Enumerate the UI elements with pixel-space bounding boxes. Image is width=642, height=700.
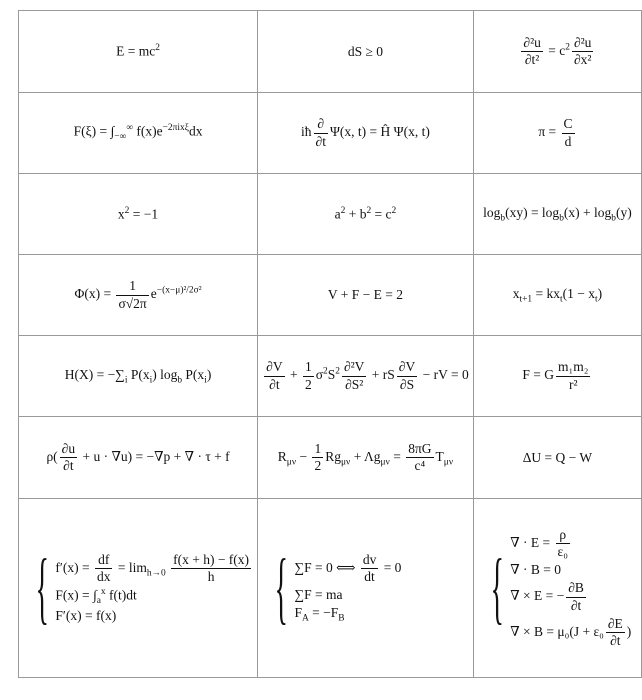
- fraction: [397, 359, 417, 392]
- math-text: Ψ(x, t) = Ĥ Ψ(x, t): [329, 124, 430, 140]
- math-text: f′(x) =: [55, 559, 93, 575]
- equation: [538, 116, 576, 149]
- math-text: = c: [544, 42, 566, 58]
- subscript: a: [96, 596, 101, 607]
- math-text: = kx: [532, 285, 560, 301]
- equation: [46, 441, 229, 474]
- equation-line: [55, 587, 253, 606]
- fraction-denominator: ∂t: [606, 632, 625, 649]
- fraction: [95, 552, 113, 585]
- math-text: −: [296, 448, 311, 464]
- subscript: i: [149, 375, 153, 386]
- superscript: −(x−μ)²/2σ²: [156, 285, 202, 296]
- math-text: + b: [345, 206, 367, 222]
- equation-cell-newton-laws: [258, 499, 474, 678]
- math-text: E = mc: [116, 43, 156, 59]
- fraction-denominator: ∂t: [264, 376, 284, 393]
- math-text: P(x: [127, 366, 150, 382]
- equations-table: [18, 10, 642, 678]
- math-text: a: [334, 206, 341, 222]
- math-text: = c: [371, 206, 392, 222]
- equation-cell-schrodinger: [258, 93, 474, 174]
- equation-cell-thermodynamics-first-law: [473, 417, 641, 499]
- equation-line: [510, 527, 631, 560]
- fraction-numerator: ∂V: [266, 359, 283, 375]
- math-text: F = G: [522, 367, 555, 383]
- math-text: f(x)e: [132, 123, 163, 139]
- superscript: ∞: [126, 123, 133, 134]
- equation-cell-pythagoras: [258, 174, 474, 255]
- equation-line: [510, 616, 631, 649]
- math-text: (1 − x: [562, 285, 595, 301]
- equation-cell-einstein-field: [258, 417, 474, 499]
- math-text: R: [277, 448, 287, 464]
- fraction-numerator: m₁m₂: [558, 359, 589, 375]
- equation: [335, 206, 397, 223]
- math-text: + u · ∇u) = −∇p + ∇ · τ + f: [79, 448, 230, 464]
- superscript: 2: [155, 43, 160, 54]
- math-text: + Λg: [350, 448, 381, 464]
- math-text: = lim: [114, 559, 147, 575]
- superscript: 2: [565, 42, 570, 53]
- fraction-denominator: ∂x²: [573, 52, 592, 67]
- equation: [328, 287, 403, 303]
- math-text: T: [435, 448, 444, 464]
- math-text: ∑F = 0 ⟺: [294, 559, 359, 575]
- subscript: b: [500, 213, 506, 224]
- equation: [116, 43, 160, 60]
- math-text: ρ(: [46, 448, 58, 464]
- math-text: P(x: [182, 366, 205, 382]
- fraction-numerator: 8πG: [408, 440, 432, 456]
- fraction: [116, 278, 148, 311]
- fraction: [406, 441, 433, 474]
- math-text: V + F − E = 2: [327, 287, 403, 302]
- math-text: dS ≥ 0: [347, 43, 384, 59]
- table-row: [19, 11, 642, 93]
- fraction-numerator: ∂²u: [573, 34, 592, 50]
- subscript: μν: [380, 457, 390, 468]
- math-text: x: [117, 206, 125, 222]
- subscript: μν: [341, 457, 351, 468]
- fraction: [521, 35, 542, 68]
- fraction-denominator: h: [171, 568, 251, 585]
- equation-cell-logistic-map: [473, 255, 641, 336]
- equation-cell-fourier-transform: [19, 93, 258, 174]
- fraction-denominator: dx: [96, 568, 111, 584]
- fraction-denominator: 2: [314, 458, 322, 473]
- left-brace: {: [274, 544, 288, 632]
- fraction-denominator: ∂t: [60, 457, 77, 474]
- equation-cell-entropy: [258, 11, 474, 93]
- equation: [519, 35, 595, 68]
- fraction-numerator: ∂²u: [523, 34, 541, 50]
- fraction-denominator: r²: [556, 376, 590, 393]
- table-row: [19, 336, 642, 417]
- equation-line: [294, 605, 401, 624]
- fraction-numerator: ρ: [559, 526, 567, 542]
- subscript: −∞: [114, 132, 127, 143]
- equation: [483, 205, 632, 224]
- math-text: ∇ × E = −: [510, 588, 565, 604]
- math-text: = −F: [308, 605, 339, 621]
- fraction: [606, 616, 625, 649]
- fraction-denominator: ∂S: [397, 376, 417, 393]
- superscript: −2πixξ: [162, 123, 189, 134]
- equation-system: [262, 544, 402, 632]
- equation-cell-calculus-fundamental: [19, 499, 258, 678]
- subscript: i: [124, 375, 128, 386]
- fraction-numerator: ∂²V: [343, 359, 365, 375]
- superscript: 2: [391, 205, 397, 216]
- subscript: t: [594, 294, 598, 305]
- superscript: 2: [335, 366, 340, 377]
- equation-cell-euler-polyhedron: [258, 255, 474, 336]
- left-brace: {: [35, 544, 49, 632]
- subscript: A: [301, 614, 309, 625]
- fraction-denominator: σ√2π: [118, 295, 147, 311]
- equation-cell-mass-energy: [19, 11, 258, 93]
- equation-cell-logarithm: [473, 174, 641, 255]
- math-text: = −1: [129, 206, 159, 222]
- fraction: [312, 441, 323, 474]
- fraction: [264, 359, 284, 392]
- table-row: [19, 93, 642, 174]
- fraction: [342, 359, 366, 392]
- equation-line: [294, 587, 401, 603]
- fraction-denominator: 2: [304, 376, 312, 392]
- equation: [523, 450, 592, 466]
- equation-cell-maxwell-equations: [473, 499, 641, 678]
- fraction-numerator: df: [98, 551, 110, 567]
- math-text: ): [206, 366, 212, 382]
- math-text: − rV = 0: [419, 367, 469, 383]
- equation: [65, 367, 212, 386]
- fraction-numerator: 1: [314, 440, 322, 456]
- equation: [74, 123, 203, 142]
- equation-system: [478, 527, 631, 649]
- math-text: + rS: [368, 367, 395, 383]
- fraction: [314, 116, 328, 149]
- math-text: e: [150, 286, 157, 302]
- equation-line: [294, 552, 401, 585]
- fraction-numerator: 1: [304, 359, 312, 375]
- equation-cell-black-scholes: [258, 336, 474, 417]
- equation-line: [55, 608, 253, 624]
- math-text: ΔU = Q − W: [522, 449, 593, 465]
- equation-cell-pi-definition: [473, 93, 641, 174]
- equation-line: [510, 580, 631, 613]
- fraction-denominator: ∂t: [566, 597, 586, 614]
- equation-cell-wave-equation: [473, 11, 641, 93]
- math-text: (xy) = log: [505, 204, 560, 220]
- subscript: b: [177, 375, 183, 386]
- fraction-numerator: dv: [362, 551, 377, 567]
- math-text: F(x) = ∫: [55, 587, 97, 603]
- math-text: (y): [615, 204, 632, 220]
- equation-system: [23, 544, 253, 632]
- superscript: 2: [323, 366, 328, 377]
- math-text: ∑F = ma: [294, 587, 343, 603]
- equation-cell-shannon-entropy: [19, 336, 258, 417]
- equation: [278, 441, 453, 474]
- equation: [301, 116, 430, 149]
- math-text: F′(x) = f(x): [55, 608, 117, 624]
- fraction: [556, 359, 590, 392]
- math-text: x: [512, 285, 520, 301]
- math-text: ∇ × B = μ₀(J + ε₀: [510, 623, 604, 639]
- fraction-numerator: ∂E: [607, 615, 623, 631]
- math-text: (x) + log: [563, 204, 612, 220]
- equation: [522, 359, 592, 392]
- subscript: B: [338, 614, 345, 625]
- equation: [118, 206, 158, 223]
- fraction: [556, 527, 570, 560]
- subscript: b: [611, 213, 616, 224]
- superscript: 2: [366, 205, 372, 216]
- math-text: =: [389, 448, 405, 464]
- equation-line: [510, 562, 631, 578]
- math-text: S: [327, 367, 336, 383]
- fraction-numerator: 1: [129, 278, 136, 294]
- superscript: x: [100, 587, 106, 598]
- fraction-denominator: d: [562, 133, 575, 150]
- superscript: 2: [124, 205, 130, 216]
- fraction-numerator: ∂B: [568, 580, 584, 596]
- equation-cell-normal-distribution: [19, 255, 258, 336]
- equation: [262, 359, 469, 392]
- math-text: dx: [188, 123, 203, 139]
- math-text: ): [597, 285, 603, 301]
- fraction-denominator: ∂t²: [521, 51, 542, 68]
- math-text: log: [483, 204, 501, 220]
- equation-cell-gravitation: [473, 336, 641, 417]
- subscript: i: [204, 375, 207, 386]
- table-row: [19, 417, 642, 499]
- math-text: π =: [538, 124, 560, 140]
- math-text: ∇ · E =: [510, 534, 554, 550]
- subscript: t+1: [519, 294, 533, 305]
- math-text: = 0: [380, 559, 402, 575]
- equation-cell-navier-stokes: [19, 417, 258, 499]
- equation: [513, 286, 602, 305]
- fraction: [303, 359, 314, 392]
- fraction-numerator: f(x + h) − f(x): [173, 551, 250, 567]
- fraction-denominator: ∂S²: [342, 376, 366, 393]
- math-text: f(t)dt: [105, 587, 137, 603]
- math-text: σ: [315, 367, 323, 383]
- math-text: ): [626, 623, 632, 639]
- fraction: [566, 580, 586, 613]
- math-text: Rg: [325, 448, 341, 464]
- equation: [348, 44, 383, 60]
- subscript: b: [559, 213, 564, 224]
- math-text: [166, 560, 169, 575]
- left-brace: {: [490, 544, 504, 632]
- math-text: ) log: [152, 366, 178, 382]
- fraction-denominator: c⁴: [406, 457, 433, 474]
- math-text: Φ(x) =: [74, 286, 115, 302]
- fraction-denominator: dt: [361, 568, 379, 585]
- math-text: ∇ · B = 0: [510, 562, 562, 578]
- fraction: [60, 441, 77, 474]
- fraction-numerator: C: [563, 116, 573, 132]
- fraction-denominator: ε₀: [557, 544, 568, 560]
- fraction: [562, 116, 575, 149]
- subscript: μν: [443, 457, 454, 468]
- fraction-numerator: ∂u: [61, 440, 76, 456]
- fraction-denominator: ∂t: [315, 133, 326, 149]
- math-text: H(X) = −∑: [64, 366, 125, 382]
- table-row: [19, 174, 642, 255]
- subscript: t: [560, 294, 563, 305]
- equation-cell-imaginary-unit: [19, 174, 258, 255]
- equation: [75, 278, 202, 311]
- math-text: +: [286, 367, 301, 383]
- subscript: h→0: [146, 568, 166, 579]
- fraction-numerator: ∂: [317, 116, 325, 132]
- table-row: [19, 255, 642, 336]
- math-text: F(ξ) = ∫: [73, 123, 115, 139]
- fraction-numerator: ∂V: [398, 359, 416, 375]
- fraction: [171, 552, 251, 585]
- fraction: [572, 35, 593, 68]
- math-text: iħ: [301, 124, 312, 140]
- equation-line: [55, 552, 253, 585]
- table-row: [19, 499, 642, 678]
- subscript: μν: [286, 457, 297, 468]
- fraction: [361, 552, 379, 585]
- math-text: F: [294, 605, 302, 621]
- superscript: 2: [340, 205, 346, 216]
